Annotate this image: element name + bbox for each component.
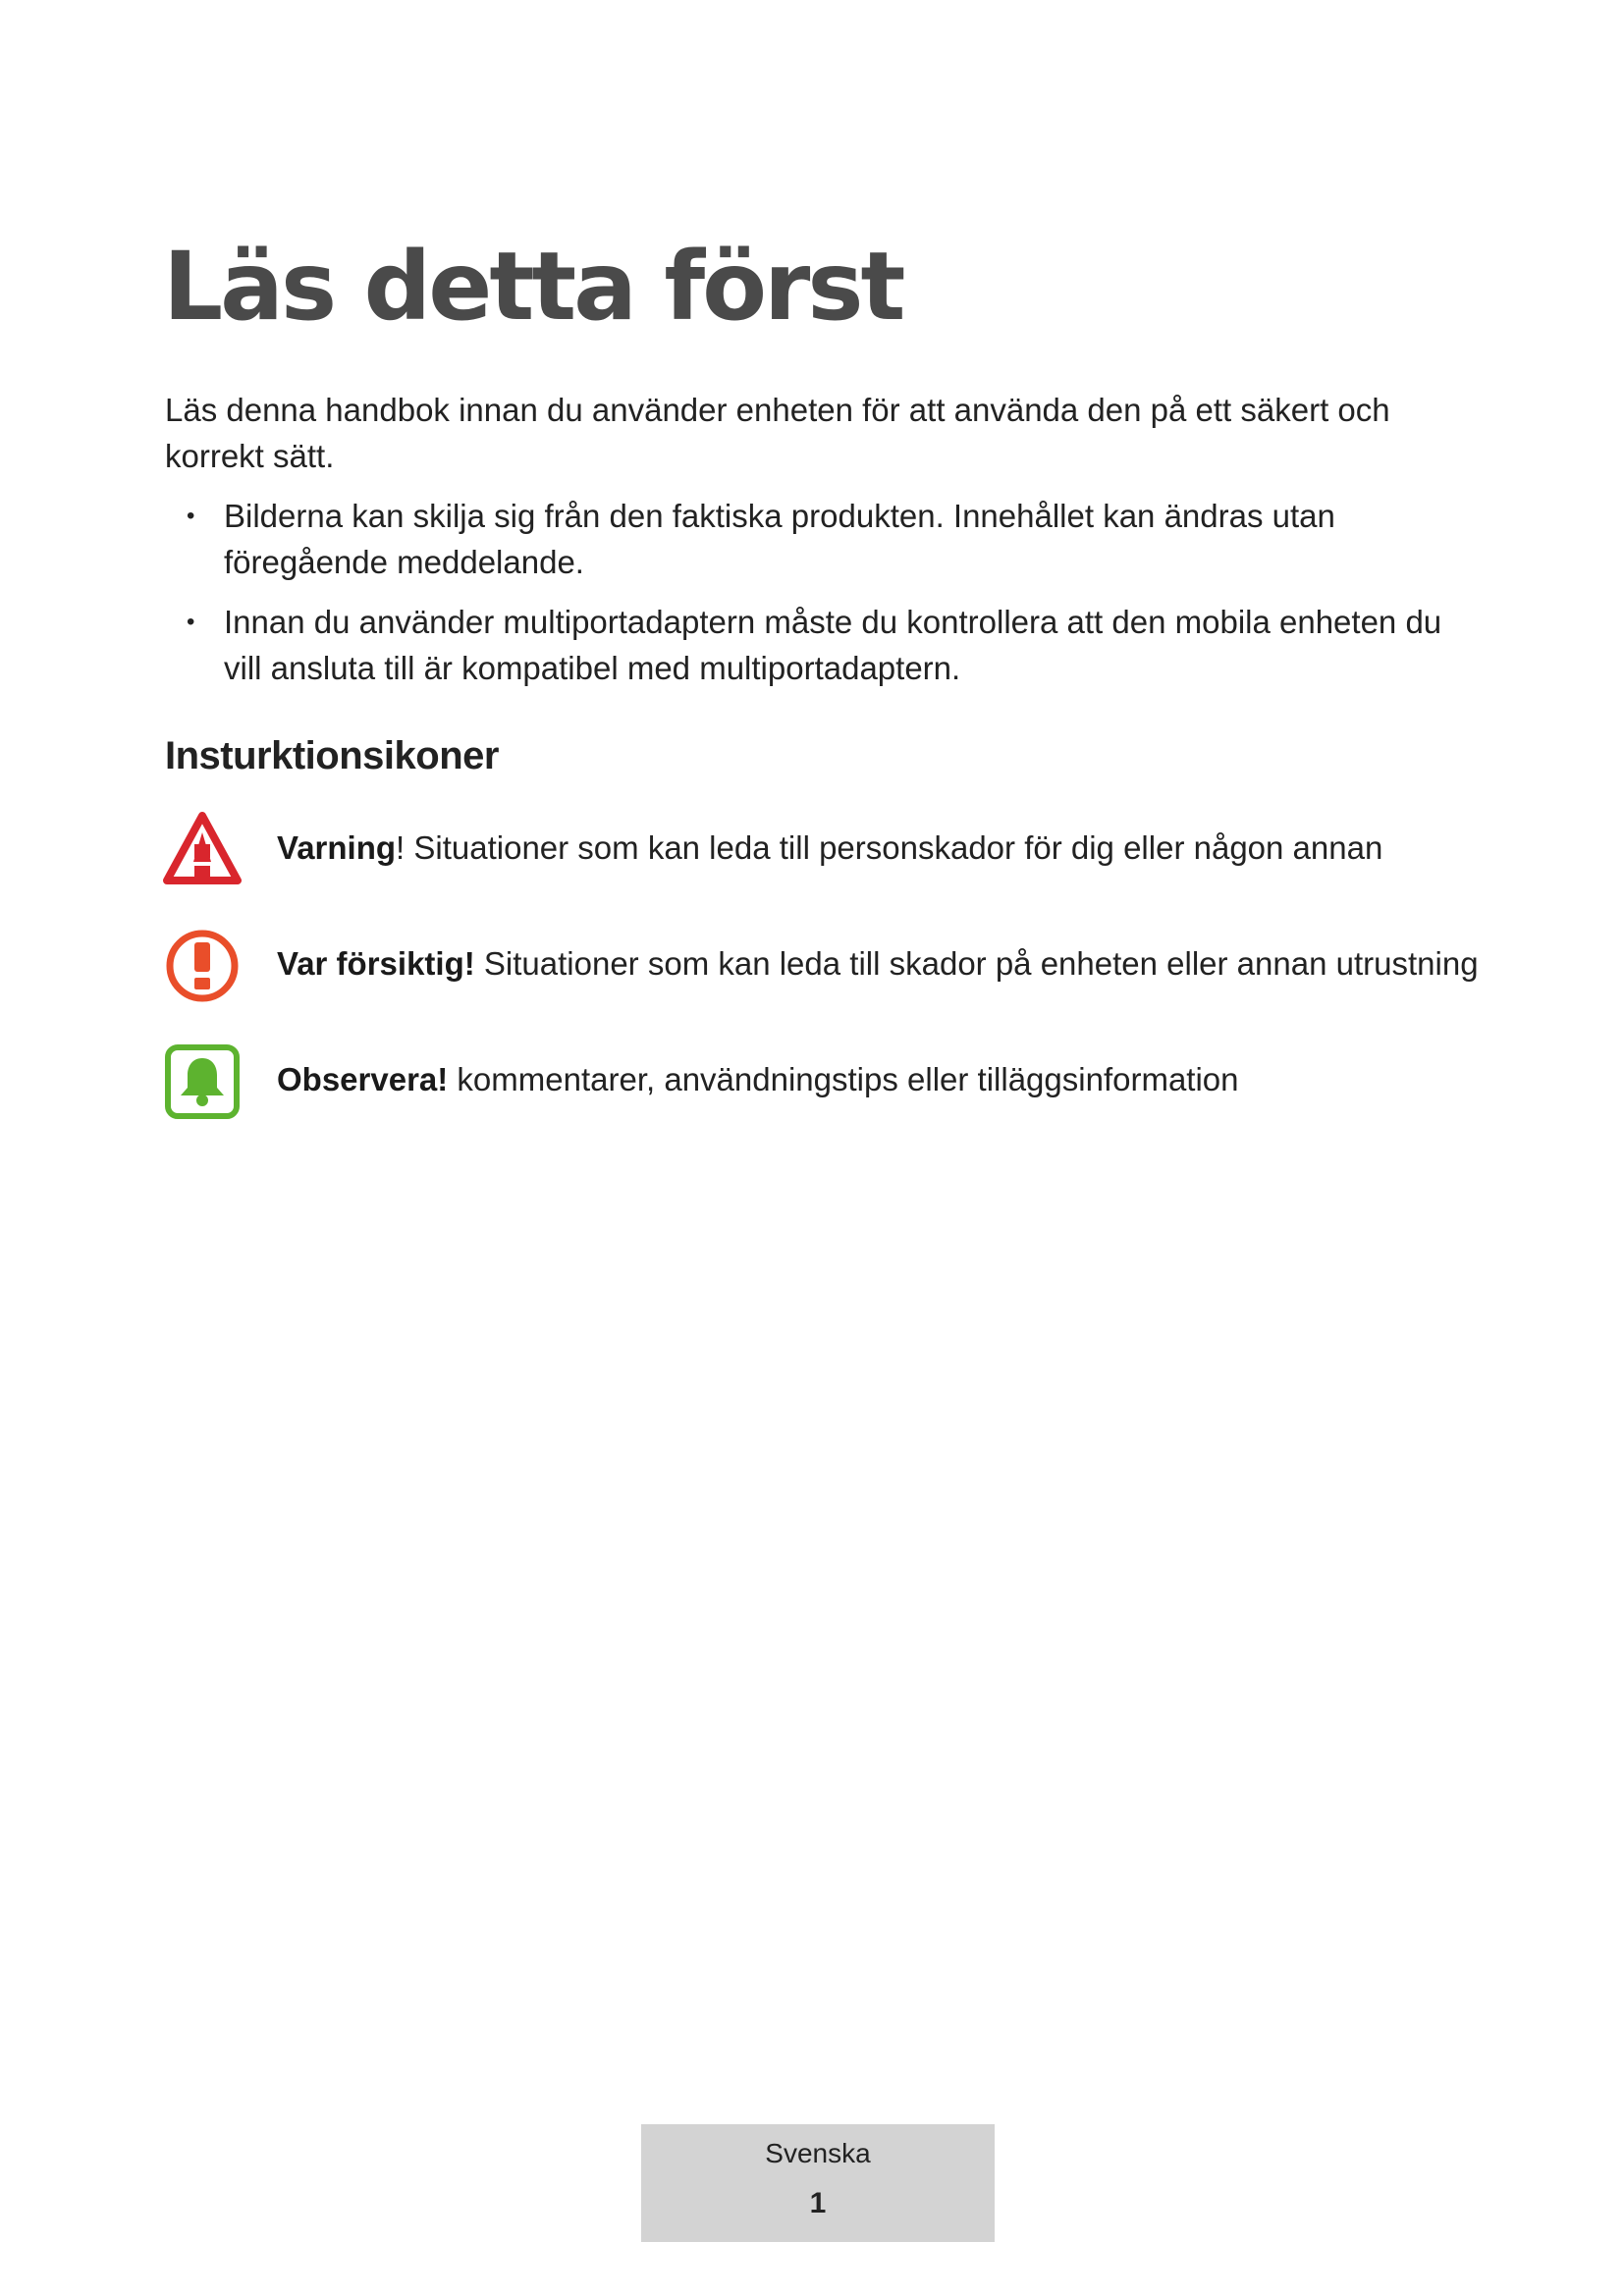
notice-list [165, 493, 1481, 705]
bullet-marker: • [187, 503, 195, 529]
icon-row-note [163, 1042, 1538, 1121]
icon-label: Varning [277, 829, 397, 866]
warning-triangle-icon [163, 811, 242, 889]
section-heading: Insturktionsikoner [165, 734, 499, 777]
intro-paragraph: Läs denna handbok innan du använder enheten för att använda den på ett säkert och korrekt sätt. [165, 392, 1390, 474]
icon-description: ! Situationer som kan leda till personskador för dig eller någon annan [396, 829, 1383, 866]
icon-row-text [277, 825, 1382, 871]
list-item-text: Innan du använder multiportadaptern måste du kontrollera att den mobila enheten du vill ansluta till är kompatibel med multiportadaptern. [224, 604, 1442, 686]
list-item [165, 493, 1481, 585]
icon-row-caution [163, 927, 1538, 1005]
caution-exclamation-icon [163, 927, 242, 1005]
note-bell-icon [163, 1042, 242, 1121]
icon-description: Situationer som kan leda till skador på enheten eller annan utrustning [474, 945, 1479, 982]
page-footer [641, 2124, 995, 2242]
list-item [165, 599, 1481, 691]
page-title: Läs detta först [163, 232, 903, 342]
list-item-text: Bilderna kan skilja sig från den faktiska produkten. Innehållet kan ändras utan föregående meddelande. [224, 498, 1335, 580]
icon-row-text [277, 940, 1479, 987]
page-number: 1 [809, 2187, 827, 2219]
icon-row-text [277, 1056, 1239, 1102]
icon-label: Var försiktig! [277, 945, 475, 982]
icon-label: Observera! [277, 1061, 449, 1097]
icon-description: kommentarer, användningstips eller tilläggsinformation [448, 1061, 1239, 1097]
icon-row-warning [163, 811, 1538, 889]
footer-language: Svenska [765, 2138, 871, 2168]
bullet-marker: • [187, 609, 195, 635]
